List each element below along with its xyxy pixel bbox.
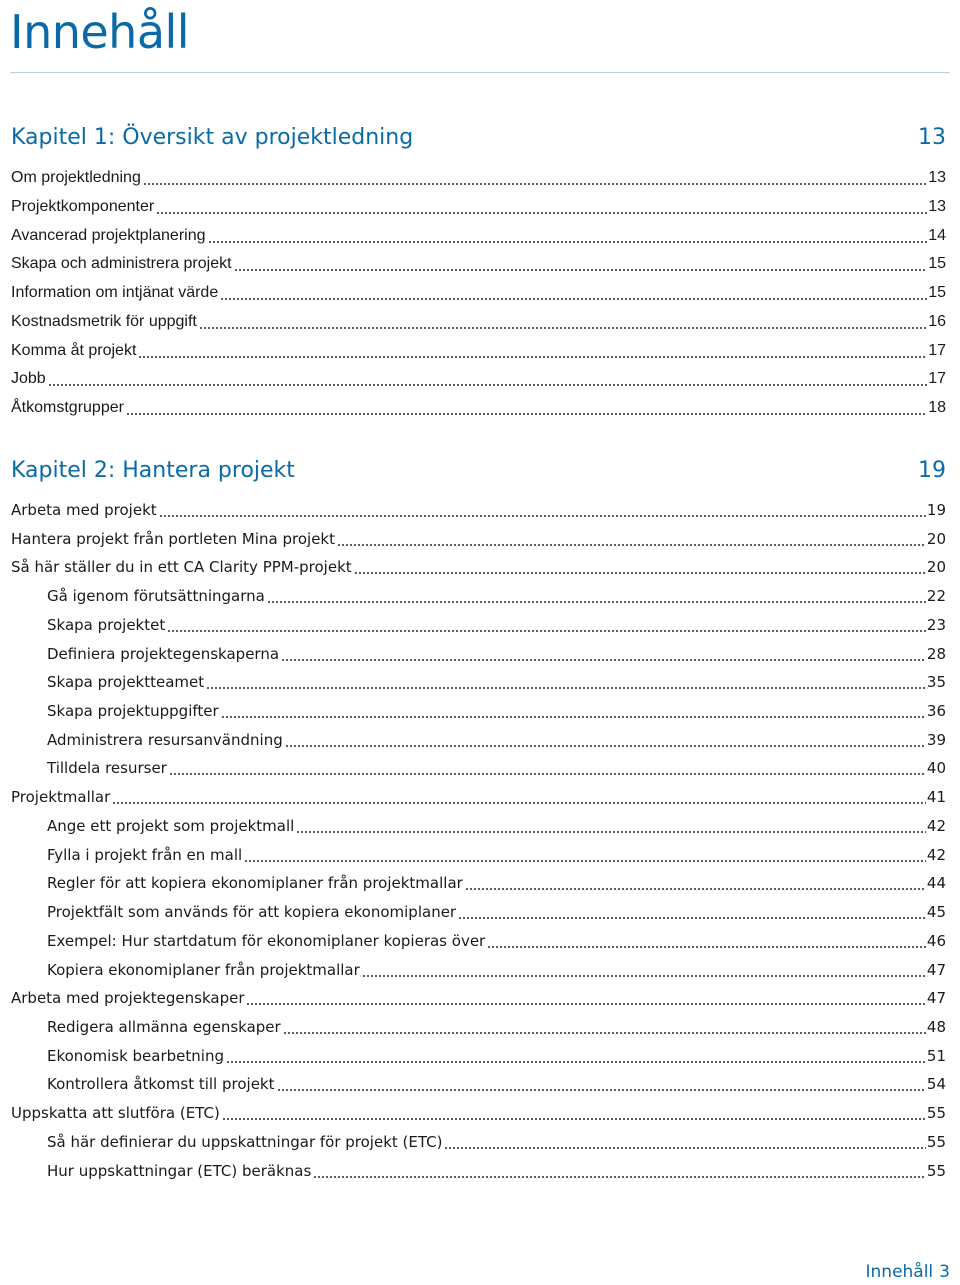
toc-entry[interactable] xyxy=(11,339,946,363)
dot-leader xyxy=(138,345,927,359)
footer-page-number: 3 xyxy=(939,1262,950,1282)
toc-entry[interactable] xyxy=(47,929,946,953)
toc-entry[interactable] xyxy=(47,699,946,723)
toc-entry-page: 55 xyxy=(926,1161,946,1180)
toc-entry[interactable] xyxy=(47,642,946,666)
dot-leader xyxy=(281,648,926,662)
toc-entry-label: Jobb xyxy=(11,370,46,388)
toc-entry-page: 47 xyxy=(926,989,946,1008)
toc-entry-page: 39 xyxy=(926,730,946,749)
toc-entry[interactable] xyxy=(11,224,946,248)
dot-leader xyxy=(244,849,926,863)
toc-entry[interactable] xyxy=(11,252,946,276)
toc-entry[interactable] xyxy=(47,756,946,780)
dot-leader xyxy=(337,533,926,547)
dot-leader xyxy=(354,561,926,575)
toc-entry-label: Fylla i projekt från en mall xyxy=(47,845,243,864)
toc-entry-label: Kontrollera åtkomst till projekt xyxy=(47,1075,275,1094)
toc-entry[interactable] xyxy=(11,310,946,334)
toc-entry-label: Så här ställer du in ett CA Clarity PPM-projekt xyxy=(11,558,352,577)
toc-entry[interactable] xyxy=(11,195,946,219)
toc-entry-page: 55 xyxy=(926,1132,946,1151)
dot-leader xyxy=(169,762,926,776)
toc-entry-page: 23 xyxy=(926,615,946,634)
toc-entry-page: 13 xyxy=(928,197,946,215)
dot-leader xyxy=(458,906,926,920)
chapter-heading[interactable] xyxy=(11,122,946,152)
toc-entry[interactable] xyxy=(47,1130,946,1154)
dot-leader xyxy=(208,230,928,244)
dot-leader xyxy=(143,172,927,186)
toc-entry[interactable] xyxy=(47,1159,946,1183)
toc-entry-label: Skapa projektteamet xyxy=(47,673,205,692)
toc-entry-page: 15 xyxy=(928,284,946,301)
dot-leader xyxy=(159,504,926,518)
toc-entry-page: 28 xyxy=(926,644,946,663)
dot-leader xyxy=(221,705,926,719)
toc-entry-page: 46 xyxy=(926,931,946,950)
toc-entry[interactable] xyxy=(11,1101,946,1125)
toc-entry-page: 20 xyxy=(926,529,946,548)
dot-leader xyxy=(444,1136,925,1150)
toc-entry-label: Ange ett projekt som projektmall xyxy=(47,816,295,835)
toc-entry-label: Kopiera ekonomiplaner från projektmallar xyxy=(47,960,360,979)
toc-entry-label: Komma åt projekt xyxy=(11,341,137,359)
toc-entry[interactable] xyxy=(47,814,946,838)
toc-entry-label: Administrera resursanvändning xyxy=(47,730,283,749)
page-footer xyxy=(866,1261,951,1283)
toc-entry-label: Exempel: Hur startdatum för ekonomiplaner kopieras över xyxy=(47,931,486,950)
toc-entry[interactable] xyxy=(47,1044,946,1068)
chapter-title: Kapitel 1: Översikt av projektledning xyxy=(11,124,414,150)
toc-entry[interactable] xyxy=(47,871,946,895)
toc-entry[interactable] xyxy=(47,900,946,924)
chapter-page-number: 19 xyxy=(918,457,946,483)
dot-leader xyxy=(112,791,926,805)
toc-entry-label: Så här definierar du uppskattningar för projekt (ETC) xyxy=(47,1132,443,1151)
toc-entry-label: Gå igenom förutsättningarna xyxy=(47,587,265,606)
toc-entry[interactable] xyxy=(11,527,946,551)
toc-entry-page: 48 xyxy=(926,1017,946,1036)
dot-leader xyxy=(48,373,928,387)
toc-entry[interactable] xyxy=(11,498,946,522)
toc-entry-page: 42 xyxy=(926,845,946,864)
dot-leader xyxy=(246,992,925,1006)
chapter-title: Kapitel 2: Hantera projekt xyxy=(11,457,295,483)
toc-entry-label: Hur uppskattningar (ETC) beräknas xyxy=(47,1161,312,1180)
toc-entry-page: 18 xyxy=(928,399,946,416)
toc-entry[interactable] xyxy=(11,555,946,579)
toc-entry-page: 40 xyxy=(926,759,946,778)
toc-entry[interactable] xyxy=(11,785,946,809)
toc-entry-label: Projektmallar xyxy=(11,788,111,807)
toc-entry-page: 19 xyxy=(926,501,946,519)
toc-entry[interactable] xyxy=(47,1015,946,1039)
chapter-page-number: 13 xyxy=(918,124,946,150)
toc-entry-page: 36 xyxy=(926,702,946,721)
toc-entry-label: Skapa projektet xyxy=(47,615,166,634)
toc-entry[interactable] xyxy=(11,281,946,305)
dot-leader xyxy=(487,935,926,949)
toc-entry[interactable] xyxy=(11,367,946,391)
toc-entry-label: Uppskatta att slutföra (ETC) xyxy=(11,1104,220,1123)
dot-leader xyxy=(296,820,926,834)
dot-leader xyxy=(167,619,926,633)
toc-entry-page: 44 xyxy=(926,874,946,893)
toc-entry-label: Arbeta med projekt xyxy=(11,501,157,519)
toc-entry[interactable] xyxy=(11,166,946,190)
toc-entry[interactable] xyxy=(11,396,946,420)
toc-entry[interactable] xyxy=(47,843,946,867)
toc-entry-page: 45 xyxy=(926,903,946,922)
dot-leader xyxy=(465,877,926,891)
toc-entry-page: 13 xyxy=(928,169,946,186)
dot-leader xyxy=(206,676,926,690)
toc-entry-label: Skapa projektuppgifter xyxy=(47,702,219,721)
toc-entry-label: Definiera projektegenskaperna xyxy=(47,644,280,663)
dot-leader xyxy=(156,201,927,215)
toc-entry-label: Ekonomisk bearbetning xyxy=(47,1046,224,1065)
title-divider xyxy=(10,72,950,73)
footer-label: Innehåll xyxy=(865,1262,934,1282)
toc-entry-label: Hantera projekt från portleten Mina projekt xyxy=(11,529,336,548)
toc-entry-page: 55 xyxy=(926,1104,946,1123)
toc-entry[interactable] xyxy=(47,728,946,752)
dot-leader xyxy=(362,964,926,978)
toc-entry[interactable] xyxy=(47,613,946,637)
dot-leader xyxy=(226,1050,926,1064)
toc-entry-label: Redigera allmänna egenskaper xyxy=(47,1017,281,1036)
toc-entry[interactable] xyxy=(47,958,946,982)
dot-leader xyxy=(222,1107,926,1121)
toc-entry-page: 51 xyxy=(926,1046,946,1065)
dot-leader xyxy=(313,1165,926,1179)
toc-entry-page: 15 xyxy=(928,255,946,273)
toc-entry-page: 42 xyxy=(926,816,946,835)
chapter-heading[interactable] xyxy=(11,455,946,485)
toc-entry-page: 16 xyxy=(928,312,946,330)
toc-entry-page: 17 xyxy=(928,341,946,359)
toc-entry-label: Regler för att kopiera ekonomiplaner från projektmallar xyxy=(47,874,463,893)
toc-entry-label: Arbeta med projektegenskaper xyxy=(11,989,245,1008)
toc-entry-label: Skapa och administrera projekt xyxy=(11,255,232,273)
dot-leader xyxy=(234,258,928,272)
dot-leader xyxy=(277,1078,926,1092)
toc-entry[interactable] xyxy=(47,1072,946,1096)
toc-entry-page: 41 xyxy=(926,788,946,807)
toc-entry-label: Om projektledning xyxy=(11,169,141,186)
toc-entry-page: 47 xyxy=(926,960,946,979)
toc-entry[interactable] xyxy=(47,670,946,694)
toc-entry-label: Kostnadsmetrik för uppgift xyxy=(11,312,197,330)
page-title: Innehåll xyxy=(10,5,190,59)
toc-entry-page: 20 xyxy=(926,558,946,577)
toc-entry-label: Tilldela resurser xyxy=(47,759,167,778)
dot-leader xyxy=(267,590,926,604)
dot-leader xyxy=(283,1021,926,1035)
dot-leader xyxy=(126,402,927,416)
toc-entry-page: 14 xyxy=(928,226,946,244)
toc-entry-label: Projektfält som används för att kopiera ekonomiplaner xyxy=(47,903,457,922)
toc-entry-page: 35 xyxy=(926,673,946,692)
toc-entry[interactable] xyxy=(11,986,946,1010)
toc-entry-label: Avancerad projektplanering xyxy=(11,226,206,244)
toc-entry[interactable] xyxy=(47,584,946,608)
toc-entry-label: Projektkomponenter xyxy=(11,197,155,215)
toc-entry-page: 54 xyxy=(926,1075,946,1094)
toc-entry-page: 17 xyxy=(928,370,946,388)
toc-entry-label: Åtkomstgrupper xyxy=(11,399,124,416)
toc-entry-label: Information om intjänat värde xyxy=(11,284,219,301)
dot-leader xyxy=(285,734,926,748)
dot-leader xyxy=(199,316,927,330)
toc-entry-page: 22 xyxy=(926,587,946,606)
dot-leader xyxy=(220,287,927,301)
